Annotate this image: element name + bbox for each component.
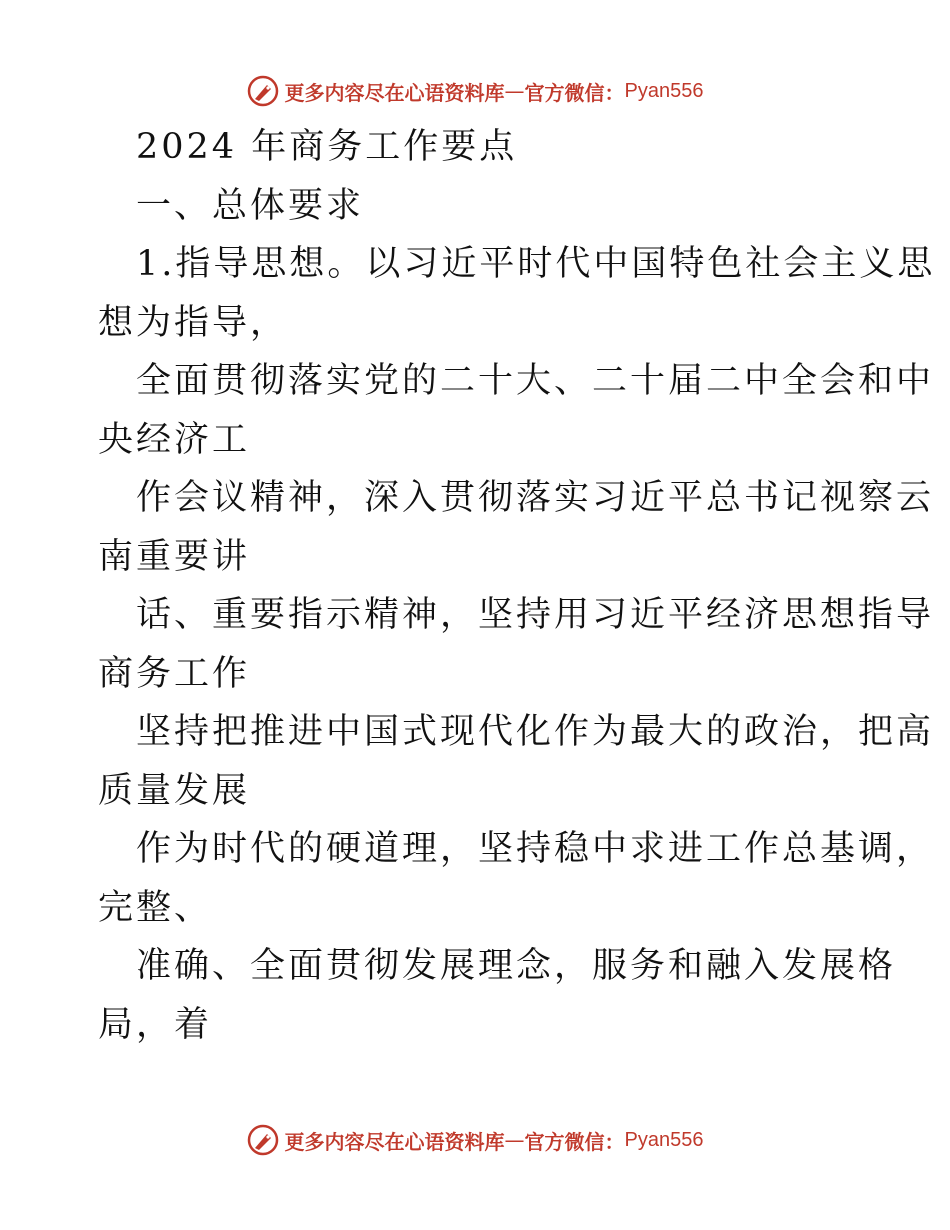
paragraph-line: 全面贯彻落实党的二十大、二十届二中全会和中 xyxy=(136,361,935,401)
banner-wechat-id: Pyan556 xyxy=(624,1128,704,1151)
banner-brand-text: 更多内容尽在心语资料库 xyxy=(284,1129,505,1154)
paragraph-line: 央经济工 xyxy=(98,419,251,460)
paragraph-line: 商务工作 xyxy=(98,653,251,694)
banner-wechat-label: 官方微信： xyxy=(524,1129,625,1154)
paragraph-line: 想为指导， xyxy=(98,302,289,343)
header-banner xyxy=(0,71,950,111)
banner-wechat-id: Pyan556 xyxy=(624,79,704,102)
paragraph-line: 完整、 xyxy=(98,887,213,928)
footer-banner xyxy=(0,1120,950,1160)
paragraph-line: 准确、全面贯彻发展理念，服务和融入发展格 xyxy=(136,946,897,986)
banner-brand-text: 更多内容尽在心语资料库 xyxy=(284,80,505,105)
paragraph-line: 质量发展 xyxy=(98,770,251,811)
paragraph-line: 话、重要指示精神，坚持用习近平经济思想指导 xyxy=(136,595,935,635)
section-heading: 一、总体要求 xyxy=(136,185,365,226)
pen-nib-logo-icon xyxy=(247,1124,279,1156)
paragraph-line: 作为时代的硬道理，坚持稳中求进工作总基调， xyxy=(136,829,935,869)
pen-nib-logo-icon xyxy=(247,75,279,107)
banner-wechat-label: 官方微信： xyxy=(524,80,625,105)
document-body xyxy=(98,118,936,1054)
paragraph-line: 局，着 xyxy=(98,1004,213,1045)
paragraph-line: 南重要讲 xyxy=(98,536,251,577)
banner-dash: — xyxy=(504,79,525,103)
banner-dash: — xyxy=(504,1128,525,1152)
paragraph-line: 1.指导思想。以习近平时代中国特色社会主义思 xyxy=(136,244,936,284)
paragraph-line: 作会议精神，深入贯彻落实习近平总书记视察云 xyxy=(136,478,935,518)
paragraph-line: 坚持把推进中国式现代化作为最大的政治，把高 xyxy=(136,712,935,752)
document-title: 2024 年商务工作要点 xyxy=(136,127,518,167)
